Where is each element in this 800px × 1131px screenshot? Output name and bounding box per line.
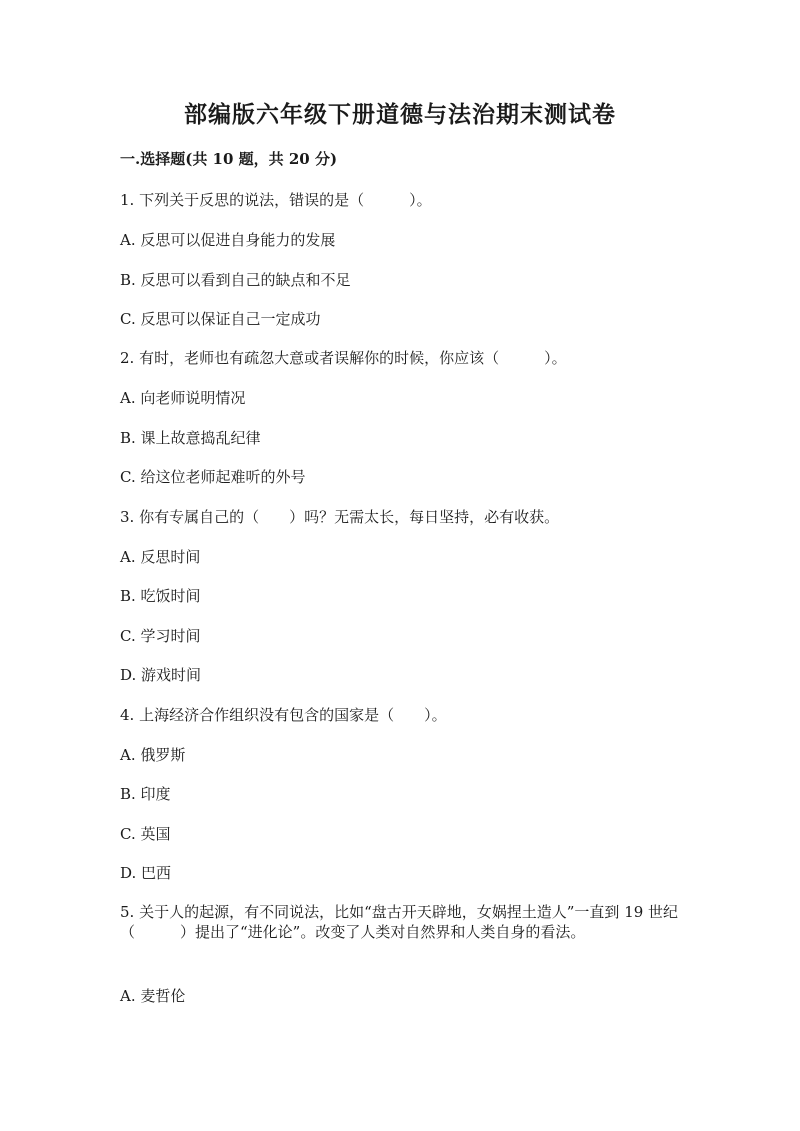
question-3-option-b: B. 吃饭时间 <box>120 587 201 605</box>
question-3-option-a: A. 反思时间 <box>120 548 201 566</box>
question-3-option-d: D. 游戏时间 <box>120 666 202 684</box>
question-4-option-b: B. 印度 <box>120 785 171 803</box>
question-1-stem: 1. 下列关于反思的说法，错误的是（ ）。 <box>120 191 432 209</box>
question-1-option-b: B. 反思可以看到自己的缺点和不足 <box>120 271 351 289</box>
question-4-option-c: C. 英国 <box>120 825 171 843</box>
question-2-option-c: C. 给这位老师起难听的外号 <box>120 468 306 486</box>
question-2-option-a: A. 向老师说明情况 <box>120 389 246 407</box>
question-5-stem: 5. 关于人的起源，有不同说法，比如“盘古开天辟地，女娲捏土造人”一直到 19 世纪（ ）提出了“进化论”。改变了人类对自然界和人类自身的看法。 <box>120 903 679 941</box>
question-4-stem: 4. 上海经济合作组织没有包含的国家是（ ）。 <box>120 706 447 724</box>
question-1-option-a: A. 反思可以促进自身能力的发展 <box>120 231 336 249</box>
question-1-option-c: C. 反思可以保证自己一定成功 <box>120 310 321 328</box>
question-3-option-c: C. 学习时间 <box>120 627 201 645</box>
question-2-option-b: B. 课上故意捣乱纪律 <box>120 429 261 447</box>
question-5-option-a: A. 麦哲伦 <box>120 987 186 1005</box>
document-title: 部编版六年级下册道德与法治期末测试卷 <box>184 101 616 128</box>
question-4-option-d: D. 巴西 <box>120 864 172 882</box>
question-2-stem: 2. 有时，老师也有疏忽大意或者误解你的时候，你应该（ ）。 <box>120 349 567 367</box>
question-4-option-a: A. 俄罗斯 <box>120 746 186 764</box>
section-heading: 一.选择题(共 10 题，共 20 分) <box>120 150 338 168</box>
question-3-stem: 3. 你有专属自己的（ ）吗？无需太长，每日坚持，必有收获。 <box>120 508 560 526</box>
